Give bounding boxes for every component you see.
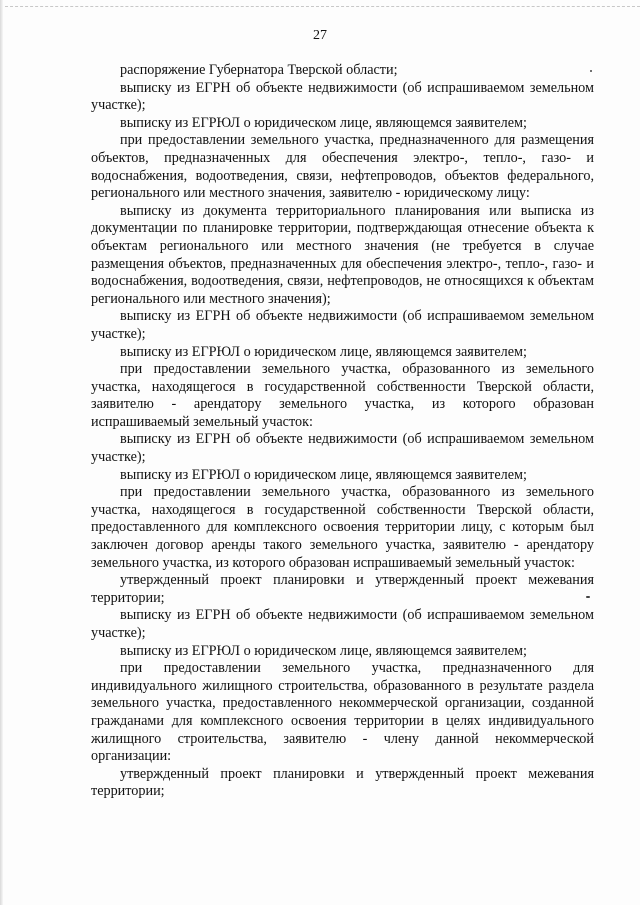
paragraph: при предоставлении земельного участка, предназначенного для индивидуального жилищного строительства, образованного в результате раздела земельного участка, предоставленного некоммерческой организации, созданной гражданами для комплексного освоения территории в целях индивидуального жилищного строительства, заявителю - члену данной некоммерческой организации:	[91, 660, 594, 765]
scan-speck	[586, 596, 590, 598]
paragraph: выписку из ЕГРЮЛ о юридическом лице, являющемся заявителем;	[120, 642, 527, 659]
paragraph: выписку из ЕГРЮЛ о юридическом лице, являющемся заявителем;	[120, 343, 527, 360]
paragraph: при предоставлении земельного участка, образованного из земельного участка, находящегося в государственной собственности Тверской области, заявителю - арендатору земельного участка, из которого образован испрашиваемый земельный участок:	[91, 361, 594, 430]
scan-speck	[590, 70, 592, 72]
document-body	[91, 62, 594, 801]
paragraph: распоряжение Губернатора Тверской области;	[120, 62, 398, 78]
paragraph: при предоставлении земельного участка, образованного из земельного участка, находящегося в государственной собственности Тверской области, предоставленного для комплексного освоения территории лицу, с которым был заключен договор аренды такого земельного участка, заявителю - арендатору земельного участка, из которого образован испрашиваемый земельный участок:	[91, 484, 594, 571]
paragraph: выписку из ЕГРЮЛ о юридическом лице, являющемся заявителем;	[120, 466, 527, 483]
paragraph: утвержденный проект планировки и утвержденный проект межевания территории;	[91, 572, 594, 606]
scan-edge-top	[0, 6, 640, 8]
paragraph: выписку из ЕГРЮЛ о юридическом лице, являющемся заявителем;	[120, 114, 527, 131]
paragraph: выписку из ЕГРН об объекте недвижимости (об испрашиваемом земельном участке);	[91, 308, 594, 342]
paragraph: выписку из ЕГРН об объекте недвижимости (об испрашиваемом земельном участке);	[91, 79, 594, 114]
paragraph: выписку из документа территориального планирования или выписка из документации по планировке территории, подтверждающая отнесение объекта к объектам регионального или местного значения (не требуется в случае размещения объектов, предназначенных для обеспечения электро-, тепло-, газо- и водоснабжения, водоотведения, связи, нефтепроводов, не относящихся к объектам регионального или местного значения);	[91, 202, 594, 307]
scan-edge-left	[0, 0, 3, 905]
page-number: 27	[313, 28, 327, 43]
paragraph: выписку из ЕГРН об объекте недвижимости (об испрашиваемом земельном участке);	[91, 431, 594, 466]
paragraph: выписку из ЕГРН об объекте недвижимости (об испрашиваемом земельном участке);	[91, 607, 594, 641]
paragraph: утвержденный проект планировки и утвержденный проект межевания территории;	[91, 765, 594, 800]
paragraph: при предоставлении земельного участка, предназначенного для размещения объектов, предназначенных для обеспечения электро-, тепло-, газо- и водоснабжения, водоотведения, связи, нефтепроводов, объектов федерального, регионального или местного значения, заявителю - юридическому лицу:	[91, 132, 594, 202]
